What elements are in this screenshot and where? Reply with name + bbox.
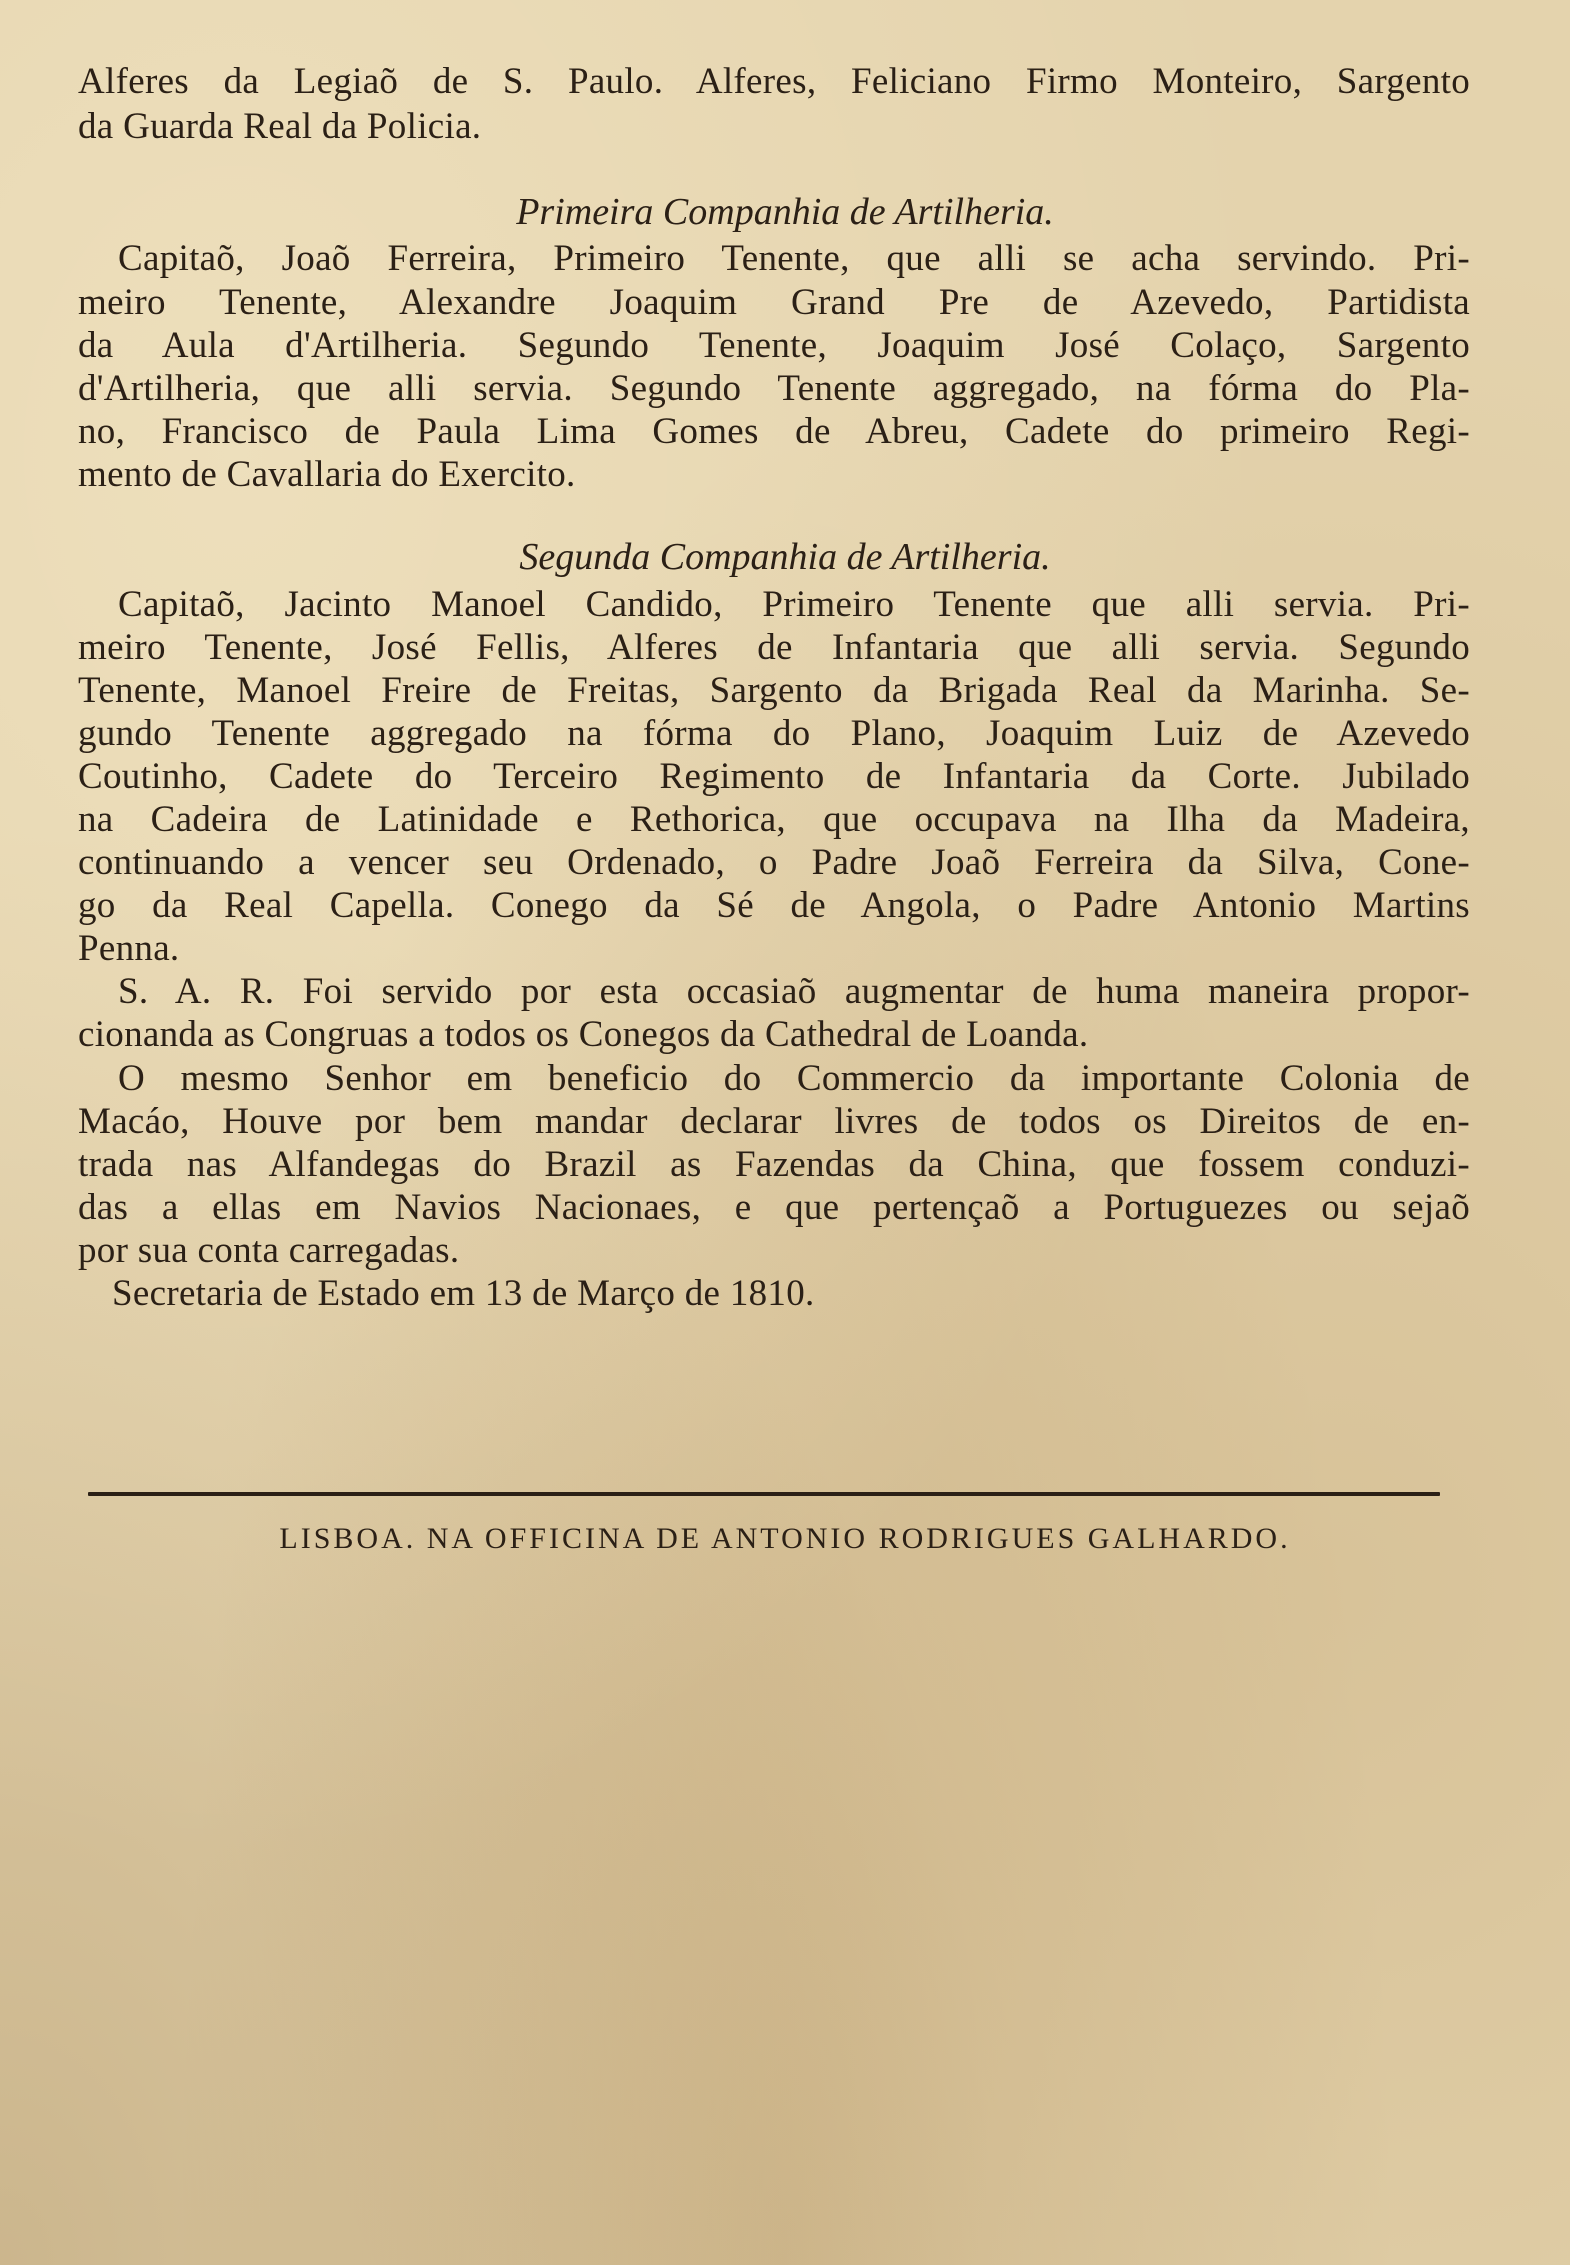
paragraph-line: na Cadeira de Latinidade e Rethorica, que occupava na Ilha da Madeira,: [78, 799, 1470, 840]
paragraph-line: Coutinho, Cadete do Terceiro Regimento de Infantaria da Corte. Jubilado: [78, 756, 1470, 797]
paragraph-line: gundo Tenente aggregado na fórma do Plano, Joaquim Luiz de Azevedo: [78, 713, 1470, 754]
paragraph-line: go da Real Capella. Conego da Sé de Angola, o Padre Antonio Martins: [78, 885, 1470, 926]
paragraph-line: por sua conta carregadas.: [78, 1230, 460, 1271]
paragraph-line: Penna.: [78, 928, 180, 969]
horizontal-rule: [88, 1492, 1440, 1496]
paragraph-line: Tenente, Manoel Freire de Freitas, Sargento da Brigada Real da Marinha. Se-: [78, 670, 1470, 711]
paragraph-line: Capitaõ, Jacinto Manoel Candido, Primeiro Tenente que alli servia. Pri-: [118, 584, 1470, 625]
intro-line: da Guarda Real da Policia.: [78, 106, 482, 147]
paragraph-line: das a ellas em Navios Nacionaes, e que pertençaõ a Portuguezes ou sejaõ: [78, 1187, 1470, 1228]
paragraph-line: no, Francisco de Paula Lima Gomes de Abreu, Cadete do primeiro Regi-: [78, 411, 1470, 452]
date-line: Secretaria de Estado em 13 de Março de 1810.: [112, 1273, 815, 1314]
intro-line: Alferes da Legiaõ de S. Paulo. Alferes, Feliciano Firmo Monteiro, Sargento: [78, 61, 1470, 102]
paragraph-line: meiro Tenente, Alexandre Joaquim Grand Pre de Azevedo, Partidista: [78, 282, 1470, 323]
paragraph-line: S. A. R. Foi servido por esta occasiaõ augmentar de huma maneira propor-: [118, 971, 1470, 1012]
section-heading: Segunda Companhia de Artilheria.: [519, 536, 1051, 578]
paragraph-line: cionanda as Congruas a todos os Conegos da Cathedral de Loanda.: [78, 1014, 1089, 1055]
paragraph-line: d'Artilheria, que alli servia. Segundo Tenente aggregado, na fórma do Pla-: [78, 368, 1470, 409]
paragraph-line: mento de Cavallaria do Exercito.: [78, 454, 576, 495]
paragraph-line: trada nas Alfandegas do Brazil as Fazendas da China, que fossem conduzi-: [78, 1144, 1470, 1185]
paragraph-line: continuando a vencer seu Ordenado, o Padre Joaõ Ferreira da Silva, Cone-: [78, 842, 1470, 883]
paragraph-line: da Aula d'Artilheria. Segundo Tenente, Joaquim José Colaço, Sargento: [78, 325, 1470, 366]
paragraph-line: meiro Tenente, José Fellis, Alferes de Infantaria que alli servia. Segundo: [78, 627, 1470, 668]
paragraph-line: Capitaõ, Joaõ Ferreira, Primeiro Tenente, que alli se acha servindo. Pri-: [118, 238, 1470, 279]
section-heading: Primeira Companhia de Artilheria.: [516, 191, 1054, 233]
printer-imprint: LISBOA. NA OFFICINA DE ANTONIO RODRIGUES GALHARDO.: [279, 1522, 1291, 1555]
paragraph-line: O mesmo Senhor em beneficio do Commercio da importante Colonia de: [118, 1058, 1470, 1099]
paragraph-line: Macáo, Houve por bem mandar declarar livres de todos os Direitos de en-: [78, 1101, 1470, 1142]
